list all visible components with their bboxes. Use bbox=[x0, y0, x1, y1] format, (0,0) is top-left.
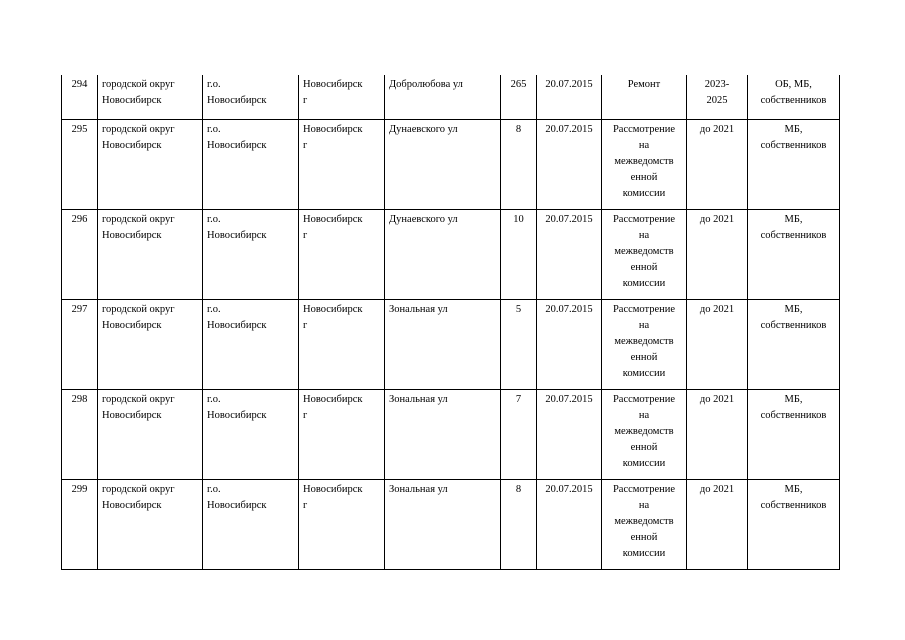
funding-cell: МБ, собственников bbox=[748, 389, 840, 479]
date-cell: 20.07.2015 bbox=[537, 299, 602, 389]
locality-cell: Новосибирск г bbox=[299, 119, 385, 209]
funding-cell: МБ, собственников bbox=[748, 209, 840, 299]
street-cell: Зональная ул bbox=[385, 479, 501, 569]
action-cell: Рассмотрение на межведомств енной комиссии bbox=[602, 389, 687, 479]
street-cell: Дунаевского ул bbox=[385, 209, 501, 299]
municipality-cell: городской округ Новосибирск bbox=[98, 75, 203, 119]
locality-cell: Новосибирск г bbox=[299, 209, 385, 299]
settlement-cell: г.о. Новосибирск bbox=[203, 479, 299, 569]
table-row bbox=[62, 119, 840, 209]
locality-cell: Новосибирск г bbox=[299, 389, 385, 479]
row-number: 294 bbox=[62, 75, 98, 119]
street-cell: Зональная ул bbox=[385, 299, 501, 389]
funding-cell: МБ, собственников bbox=[748, 299, 840, 389]
action-cell: Рассмотрение на межведомств енной комиссии bbox=[602, 119, 687, 209]
municipality-cell: городской округ Новосибирск bbox=[98, 209, 203, 299]
term-cell: до 2021 bbox=[687, 119, 748, 209]
table-row bbox=[62, 209, 840, 299]
row-number: 295 bbox=[62, 119, 98, 209]
table-row bbox=[62, 299, 840, 389]
action-cell: Ремонт bbox=[602, 75, 687, 119]
municipality-cell: городской округ Новосибирск bbox=[98, 119, 203, 209]
action-cell: Рассмотрение на межведомств енной комиссии bbox=[602, 299, 687, 389]
action-cell: Рассмотрение на межведомств енной комиссии bbox=[602, 209, 687, 299]
term-cell: до 2021 bbox=[687, 299, 748, 389]
settlement-cell: г.о. Новосибирск bbox=[203, 299, 299, 389]
house-number-cell: 8 bbox=[501, 479, 537, 569]
table-row bbox=[62, 75, 840, 119]
row-number: 297 bbox=[62, 299, 98, 389]
term-cell: 2023- 2025 bbox=[687, 75, 748, 119]
action-cell: Рассмотрение на межведомств енной комиссии bbox=[602, 479, 687, 569]
house-number-cell: 10 bbox=[501, 209, 537, 299]
term-cell: до 2021 bbox=[687, 209, 748, 299]
settlement-cell: г.о. Новосибирск bbox=[203, 119, 299, 209]
house-number-cell: 8 bbox=[501, 119, 537, 209]
row-number: 299 bbox=[62, 479, 98, 569]
settlement-cell: г.о. Новосибирск bbox=[203, 389, 299, 479]
funding-cell: МБ, собственников bbox=[748, 119, 840, 209]
housing-table bbox=[61, 75, 840, 570]
locality-cell: Новосибирск г bbox=[299, 299, 385, 389]
street-cell: Дунаевского ул bbox=[385, 119, 501, 209]
municipality-cell: городской округ Новосибирск bbox=[98, 479, 203, 569]
house-number-cell: 7 bbox=[501, 389, 537, 479]
street-cell: Зональная ул bbox=[385, 389, 501, 479]
date-cell: 20.07.2015 bbox=[537, 75, 602, 119]
date-cell: 20.07.2015 bbox=[537, 119, 602, 209]
term-cell: до 2021 bbox=[687, 479, 748, 569]
date-cell: 20.07.2015 bbox=[537, 389, 602, 479]
house-number-cell: 265 bbox=[501, 75, 537, 119]
settlement-cell: г.о. Новосибирск bbox=[203, 209, 299, 299]
municipality-cell: городской округ Новосибирск bbox=[98, 299, 203, 389]
municipality-cell: городской округ Новосибирск bbox=[98, 389, 203, 479]
term-cell: до 2021 bbox=[687, 389, 748, 479]
street-cell: Добролюбова ул bbox=[385, 75, 501, 119]
locality-cell: Новосибирск г bbox=[299, 479, 385, 569]
locality-cell: Новосибирск г bbox=[299, 75, 385, 119]
row-number: 298 bbox=[62, 389, 98, 479]
date-cell: 20.07.2015 bbox=[537, 479, 602, 569]
row-number: 296 bbox=[62, 209, 98, 299]
house-number-cell: 5 bbox=[501, 299, 537, 389]
table-row bbox=[62, 479, 840, 569]
settlement-cell: г.о. Новосибирск bbox=[203, 75, 299, 119]
table-row bbox=[62, 389, 840, 479]
funding-cell: МБ, собственников bbox=[748, 479, 840, 569]
date-cell: 20.07.2015 bbox=[537, 209, 602, 299]
funding-cell: ОБ, МБ, собственников bbox=[748, 75, 840, 119]
